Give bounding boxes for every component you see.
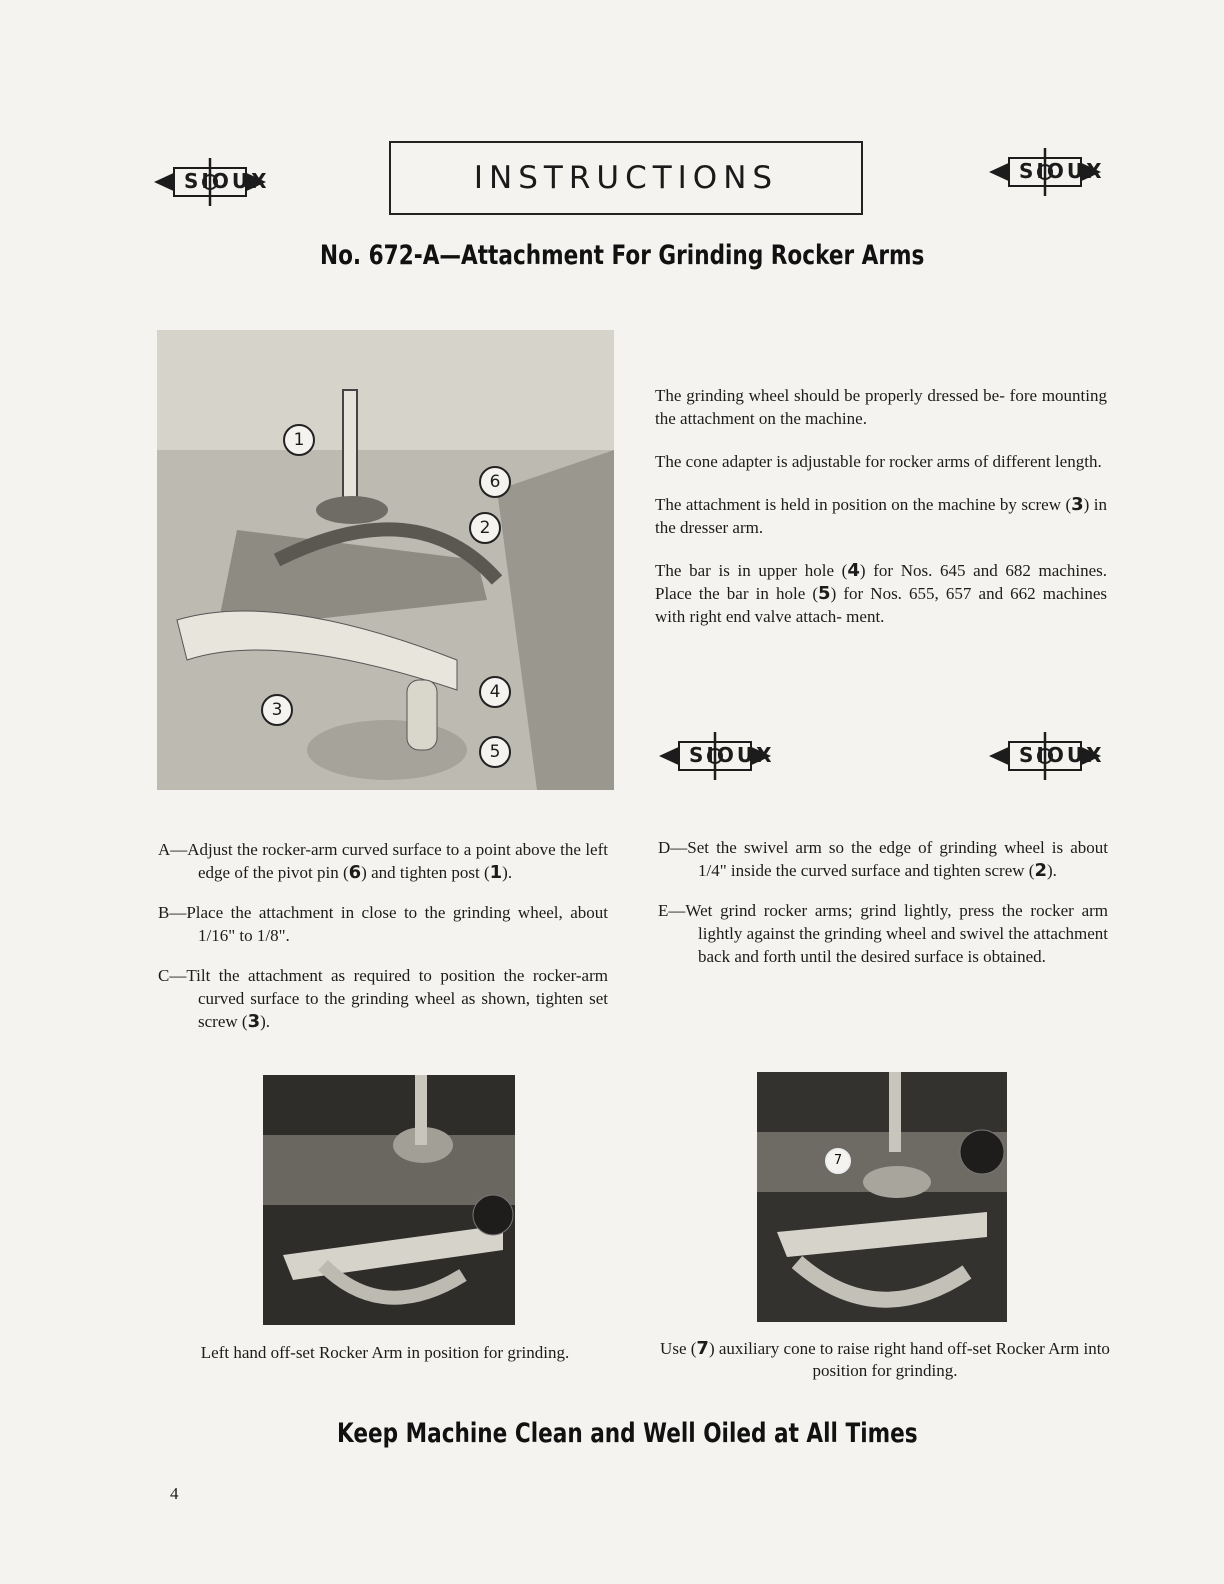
page-heading: No. 672-A—Attachment For Grinding Rocker Arms [320,240,925,271]
caption-left: Left hand off-set Rocker Arm in position for grinding. [200,1343,570,1362]
ref-1: 1 [489,862,503,883]
logo-text: SIOUX [1019,159,1105,183]
main-attachment-photo [157,330,614,790]
instructions-title: INSTRUCTIONS [389,141,863,215]
ref-7: 7 [696,1338,709,1359]
steps-left [158,838,608,1047]
paragraph-cone-adapter: The cone adapter is adjustable for rocker arms of different length. [655,452,1102,471]
footer-slogan: Keep Machine Clean and Well Oiled at All Times [337,1418,918,1449]
steps-right [658,836,1108,982]
right-paragraphs [655,384,1107,628]
callout-1: 1 [283,424,315,456]
sioux-logo-middle-left [655,726,775,784]
ref-3: 3 [247,1011,261,1032]
callout-3: 3 [261,694,293,726]
ref-6: 6 [348,862,362,883]
logo-text: SIOUX [689,743,775,767]
caption-right: Use (7) auxiliary cone to raise right hand off-set Rocker Arm into position for grinding. [660,1338,1110,1380]
step-b: B—Place the attachment in close to the grinding wheel, about 1/16" to 1/8". [158,903,608,945]
callout-6: 6 [479,466,511,498]
ref-3: 3 [1071,494,1084,515]
logo-text: SIOUX [184,169,270,193]
logo-text: SIOUX [1019,743,1105,767]
page-number: 4 [170,1484,179,1503]
callout-2: 2 [469,512,501,544]
ref-5: 5 [818,583,831,604]
step-e: E—Wet grind rocker arms; grind lightly, press the rocker arm lightly against the grinding wheel and swivel the attachment back and forth until the desired surface is obtained. [658,901,1108,966]
callout-4: 4 [479,676,511,708]
paragraph-dressing: The grinding wheel should be properly dressed be- fore mounting the attachment on the machine. [655,386,1107,428]
step-d: D—Set the swivel arm so the edge of grinding wheel is about 1/4" inside the curved surface and tighten screw (2). [658,838,1108,881]
right-offset-photo [757,1072,1007,1322]
ref-4: 4 [847,560,860,581]
paragraph-bar-hole: The bar is in upper hole (4) for Nos. 645 and 682 machines. Place the bar in hole (5) for Nos. 655, 657 and 662 machines with right end valve attach- ment. [655,560,1107,626]
step-a: A—Adjust the rocker-arm curved surface to a point above the left edge of the pivot pin (6) and tighten post (1). [158,840,608,883]
paragraph-screw: The attachment is held in position on the machine by screw (3) in the dresser arm. [655,494,1107,537]
sioux-logo-middle-right [985,726,1105,784]
sioux-logo-top-left [150,152,270,210]
ref-2: 2 [1034,860,1047,881]
step-c: C—Tilt the attachment as required to position the rocker-arm curved surface to the grinding wheel as shown, tighten set screw (3). [158,966,608,1032]
sioux-logo-top-right [985,142,1105,200]
callout-5: 5 [479,736,511,768]
left-offset-photo [263,1075,515,1325]
callout-7: 7 [825,1148,851,1174]
